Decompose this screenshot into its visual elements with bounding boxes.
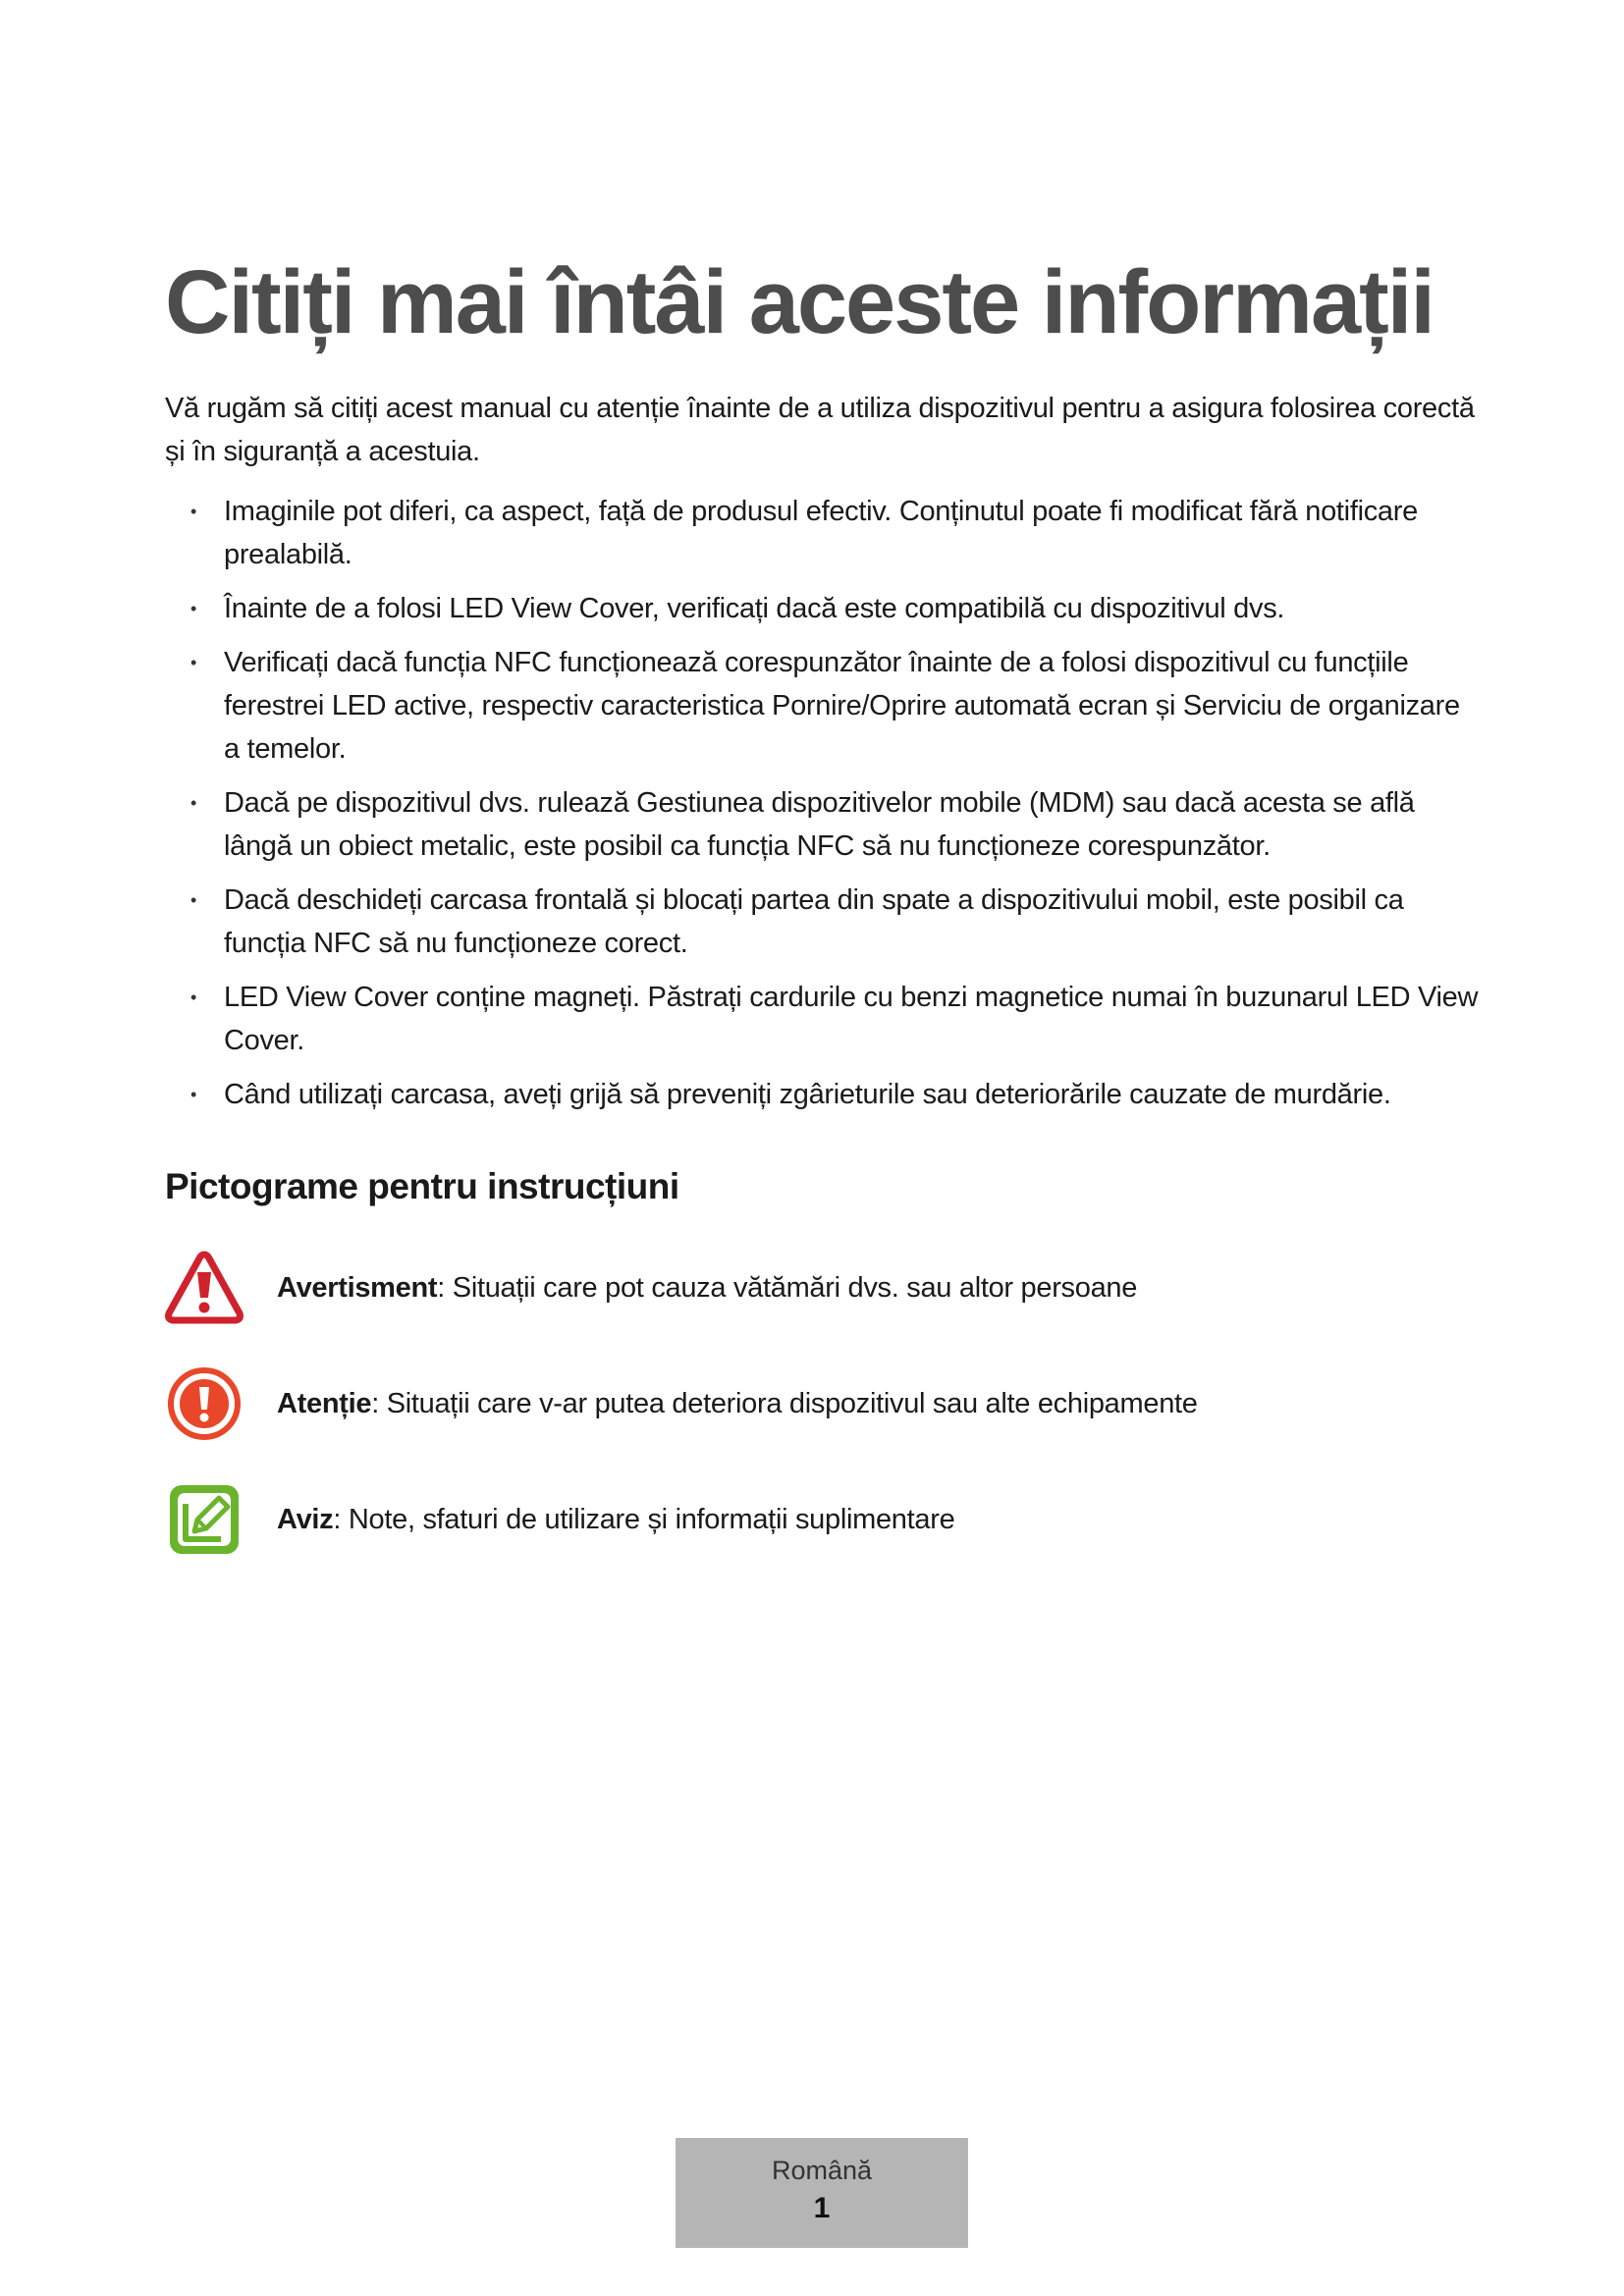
list-item-text: Înainte de a folosi LED View Cover, verificați dacă este compatibilă cu dispozitivul dvs. (224, 593, 1285, 624)
list-item (165, 879, 1481, 965)
list-item (165, 1073, 1481, 1116)
list-item-text: Dacă pe dispozitivul dvs. rulează Gestiunea dispozitivelor mobile (MDM) sau dacă acesta se află lângă un obiect metalic, este posibil ca funcția NFC să nu funcționeze corespunzător. (224, 787, 1415, 862)
warning-legend-row (165, 1247, 1481, 1329)
bullet-marker: • (190, 793, 197, 813)
note-description: Note, sfaturi de utilizare și informații suplimentare (341, 1503, 955, 1535)
note-legend-row (165, 1478, 1481, 1561)
page-footer (676, 2138, 968, 2248)
caution-description: Situații care v-ar putea deteriora dispozitivul sau alte echipamente (378, 1387, 1198, 1419)
intro-paragraph: Vă rugăm să citiți acest manual cu atenție înainte de a utiliza dispozitivul pentru a asigura folosirea corectă și în siguranță a acestuia. (165, 393, 1475, 467)
bullet-marker: • (190, 890, 197, 910)
warning-legend-text (277, 1272, 1137, 1305)
note-label: Aviz (277, 1503, 334, 1535)
caution-circle-icon (165, 1364, 244, 1443)
note-legend-text (277, 1504, 954, 1536)
footer-language: Română (771, 2156, 873, 2185)
list-item (165, 781, 1481, 868)
list-item (165, 587, 1481, 630)
caution-legend-text (277, 1388, 1198, 1420)
page-title: Citiți mai întâi aceste informații (165, 252, 1434, 352)
caution-label: Atenție (277, 1387, 372, 1419)
bullet-marker: • (190, 599, 197, 618)
list-item (165, 490, 1481, 576)
bullet-marker: • (190, 1085, 197, 1104)
list-item (165, 976, 1481, 1062)
bullet-list (165, 490, 1481, 1127)
caution-separator: : (371, 1387, 379, 1419)
section-title: Pictograme pentru instrucțiuni (165, 1166, 679, 1206)
warning-description: Situații care pot cauza vătămări dvs. sau altor persoane (445, 1271, 1138, 1304)
list-item-text: Imaginile pot diferi, ca aspect, față de produsul efectiv. Conținutul poate fi modificat fără notificare prealabilă. (224, 496, 1418, 570)
list-item (165, 641, 1481, 771)
caution-legend-row (165, 1362, 1481, 1445)
note-pencil-icon (165, 1480, 244, 1559)
list-item-text: Când utilizați carcasa, aveți grijă să preveniți zgârieturile sau deteriorările cauzate de murdărie. (224, 1079, 1391, 1110)
warning-label: Avertisment (277, 1271, 438, 1304)
warning-separator: : (437, 1271, 446, 1304)
warning-triangle-icon (165, 1249, 244, 1327)
bullet-marker: • (190, 988, 197, 1007)
bullet-marker: • (190, 502, 197, 521)
note-separator: : (333, 1503, 342, 1535)
list-item-text: Dacă deschideți carcasa frontală și blocați partea din spate a dispozitivului mobil, este posibil ca funcția NFC să nu funcționeze corect. (224, 884, 1404, 959)
list-item-text: Verificați dacă funcția NFC funcționează corespunzător înainte de a folosi dispozitivul cu funcțiile ferestrei LED active, respectiv caracteristica Pornire/Oprire automată ecran și Serviciu de organizare a temelor. (224, 647, 1460, 765)
list-item-text: LED View Cover conține magneți. Păstrați cardurile cu benzi magnetice numai în buzunarul LED View Cover. (224, 982, 1479, 1056)
page-number: 1 (813, 2192, 831, 2224)
bullet-marker: • (190, 653, 197, 672)
